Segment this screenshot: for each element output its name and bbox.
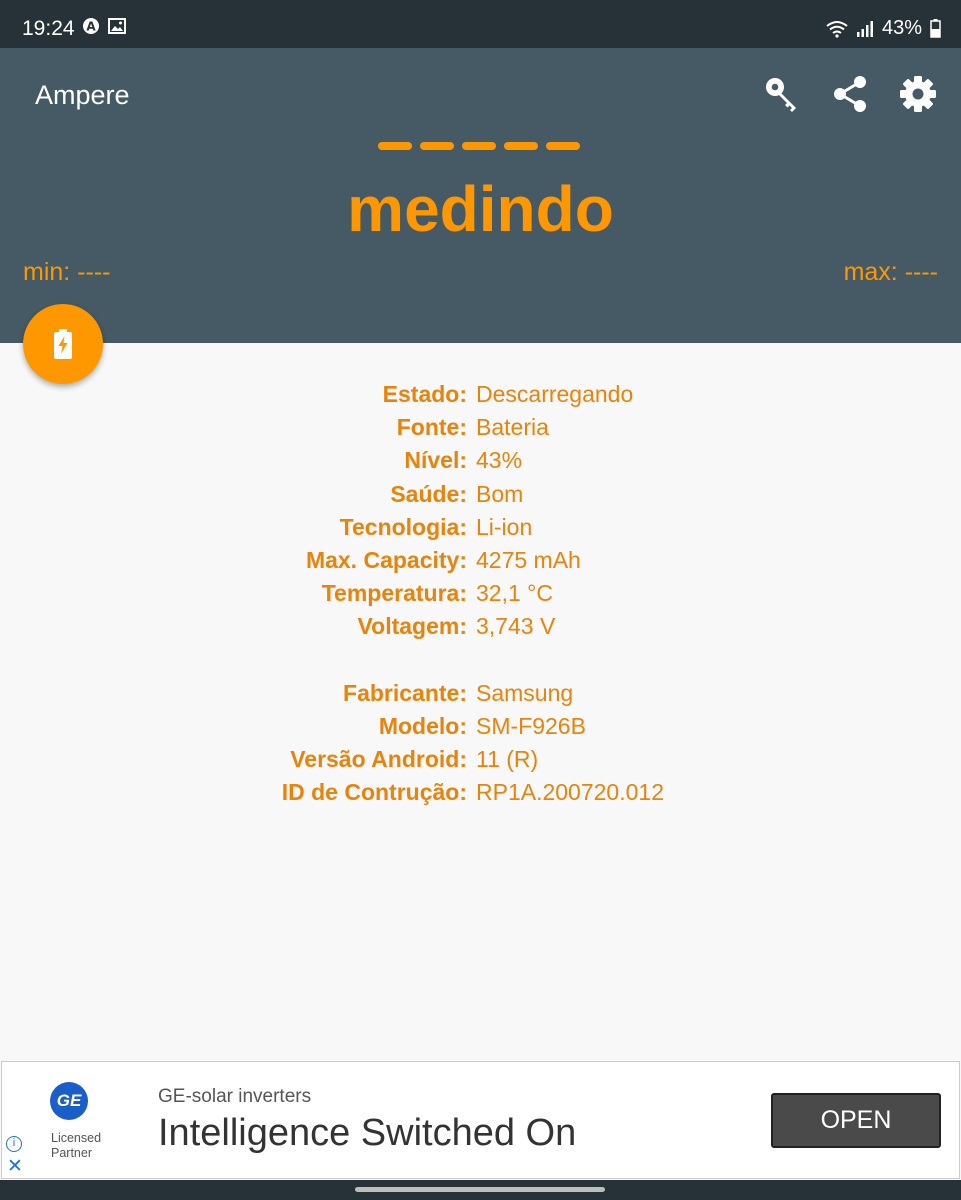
navigation-bar: [0, 1180, 961, 1200]
info-label: Tecnologia:: [339, 513, 467, 540]
share-icon: [832, 75, 868, 113]
info-row-saude: [0, 478, 961, 511]
ad-close-icon[interactable]: ✕: [7, 1156, 23, 1177]
info-panel: [0, 378, 961, 809]
app-title: Ampere: [35, 80, 130, 110]
ad-partner-line1: Licensed: [51, 1131, 102, 1145]
info-value: RP1A.200720.012: [476, 779, 664, 806]
ad-info-icon[interactable]: i: [6, 1136, 22, 1152]
status-time: 19:24: [22, 17, 75, 40]
toolbar-actions: [763, 72, 937, 116]
battery-icon: [930, 19, 941, 38]
info-value: 4275 mAh: [476, 547, 581, 574]
battery-percent: 43%: [881, 17, 922, 39]
info-value: Descarregando: [476, 381, 634, 408]
info-label: Versão Android:: [290, 745, 467, 772]
status-icons-left: [82, 17, 126, 35]
ad-banner[interactable]: [1, 1061, 960, 1179]
info-label: ID de Contrução:: [281, 779, 467, 806]
info-row-capacity: [0, 544, 961, 577]
info-row-modelo: [0, 710, 961, 743]
info-label: Fabricante:: [343, 679, 467, 706]
battery-fab-button[interactable]: [23, 304, 103, 384]
key-button[interactable]: [763, 72, 801, 116]
ad-brand: GE-solar inverters: [158, 1086, 312, 1107]
settings-button[interactable]: [899, 72, 937, 116]
info-value: 43%: [476, 447, 523, 474]
info-row-fabricante: [0, 677, 961, 710]
info-label: Voltagem:: [357, 613, 467, 640]
ad-partner-line2: Partner: [51, 1146, 92, 1160]
ad-partner-label: [51, 1131, 101, 1161]
info-row-temperatura: [0, 577, 961, 610]
key-icon: [764, 76, 800, 112]
gear-icon: [899, 75, 937, 113]
battery-charging-icon: [52, 329, 74, 359]
info-value: 11 (R): [476, 745, 539, 772]
share-button[interactable]: [831, 72, 869, 116]
info-row-versao-android: [0, 743, 961, 776]
info-value: SM-F926B: [476, 712, 586, 739]
info-value: Bateria: [476, 414, 549, 441]
a-icon: [82, 17, 100, 35]
wifi-icon: [826, 20, 848, 38]
min-reading: min: ----: [23, 258, 111, 286]
info-value: 3,743 V: [476, 613, 556, 640]
max-reading: max: ----: [843, 258, 938, 286]
home-gesture-handle[interactable]: [355, 1187, 605, 1192]
reading-placeholder-dashes: [378, 142, 580, 150]
status-icons-right: [826, 17, 941, 40]
current-reading: medindo: [347, 173, 614, 245]
info-row-fonte: [0, 411, 961, 444]
info-row-estado: [0, 378, 961, 411]
image-icon: [108, 18, 126, 34]
info-label: Max. Capacity:: [305, 547, 467, 574]
info-label: Estado:: [382, 381, 467, 408]
signal-icon: [856, 20, 874, 38]
info-row-tecnologia: [0, 511, 961, 544]
status-bar: [0, 0, 961, 48]
app-bar: [0, 48, 961, 343]
info-label: Temperatura:: [321, 580, 467, 607]
info-label: Saúde:: [390, 480, 467, 507]
ge-logo: GE: [50, 1082, 88, 1120]
info-row-nivel: [0, 444, 961, 477]
info-row-voltagem: [0, 610, 961, 643]
svg-text:A: A: [86, 19, 96, 34]
info-value: 32,1 °C: [476, 580, 553, 607]
info-label: Nível:: [404, 447, 467, 474]
info-row-build-id: [0, 776, 961, 809]
info-value: Samsung: [476, 679, 574, 706]
info-value: Li-ion: [476, 513, 533, 540]
ad-headline: Intelligence Switched On: [158, 1112, 577, 1154]
info-label: Fonte:: [396, 414, 467, 441]
info-value: Bom: [476, 480, 524, 507]
info-label: Modelo:: [378, 712, 467, 739]
ad-open-button[interactable]: OPEN: [771, 1093, 941, 1148]
